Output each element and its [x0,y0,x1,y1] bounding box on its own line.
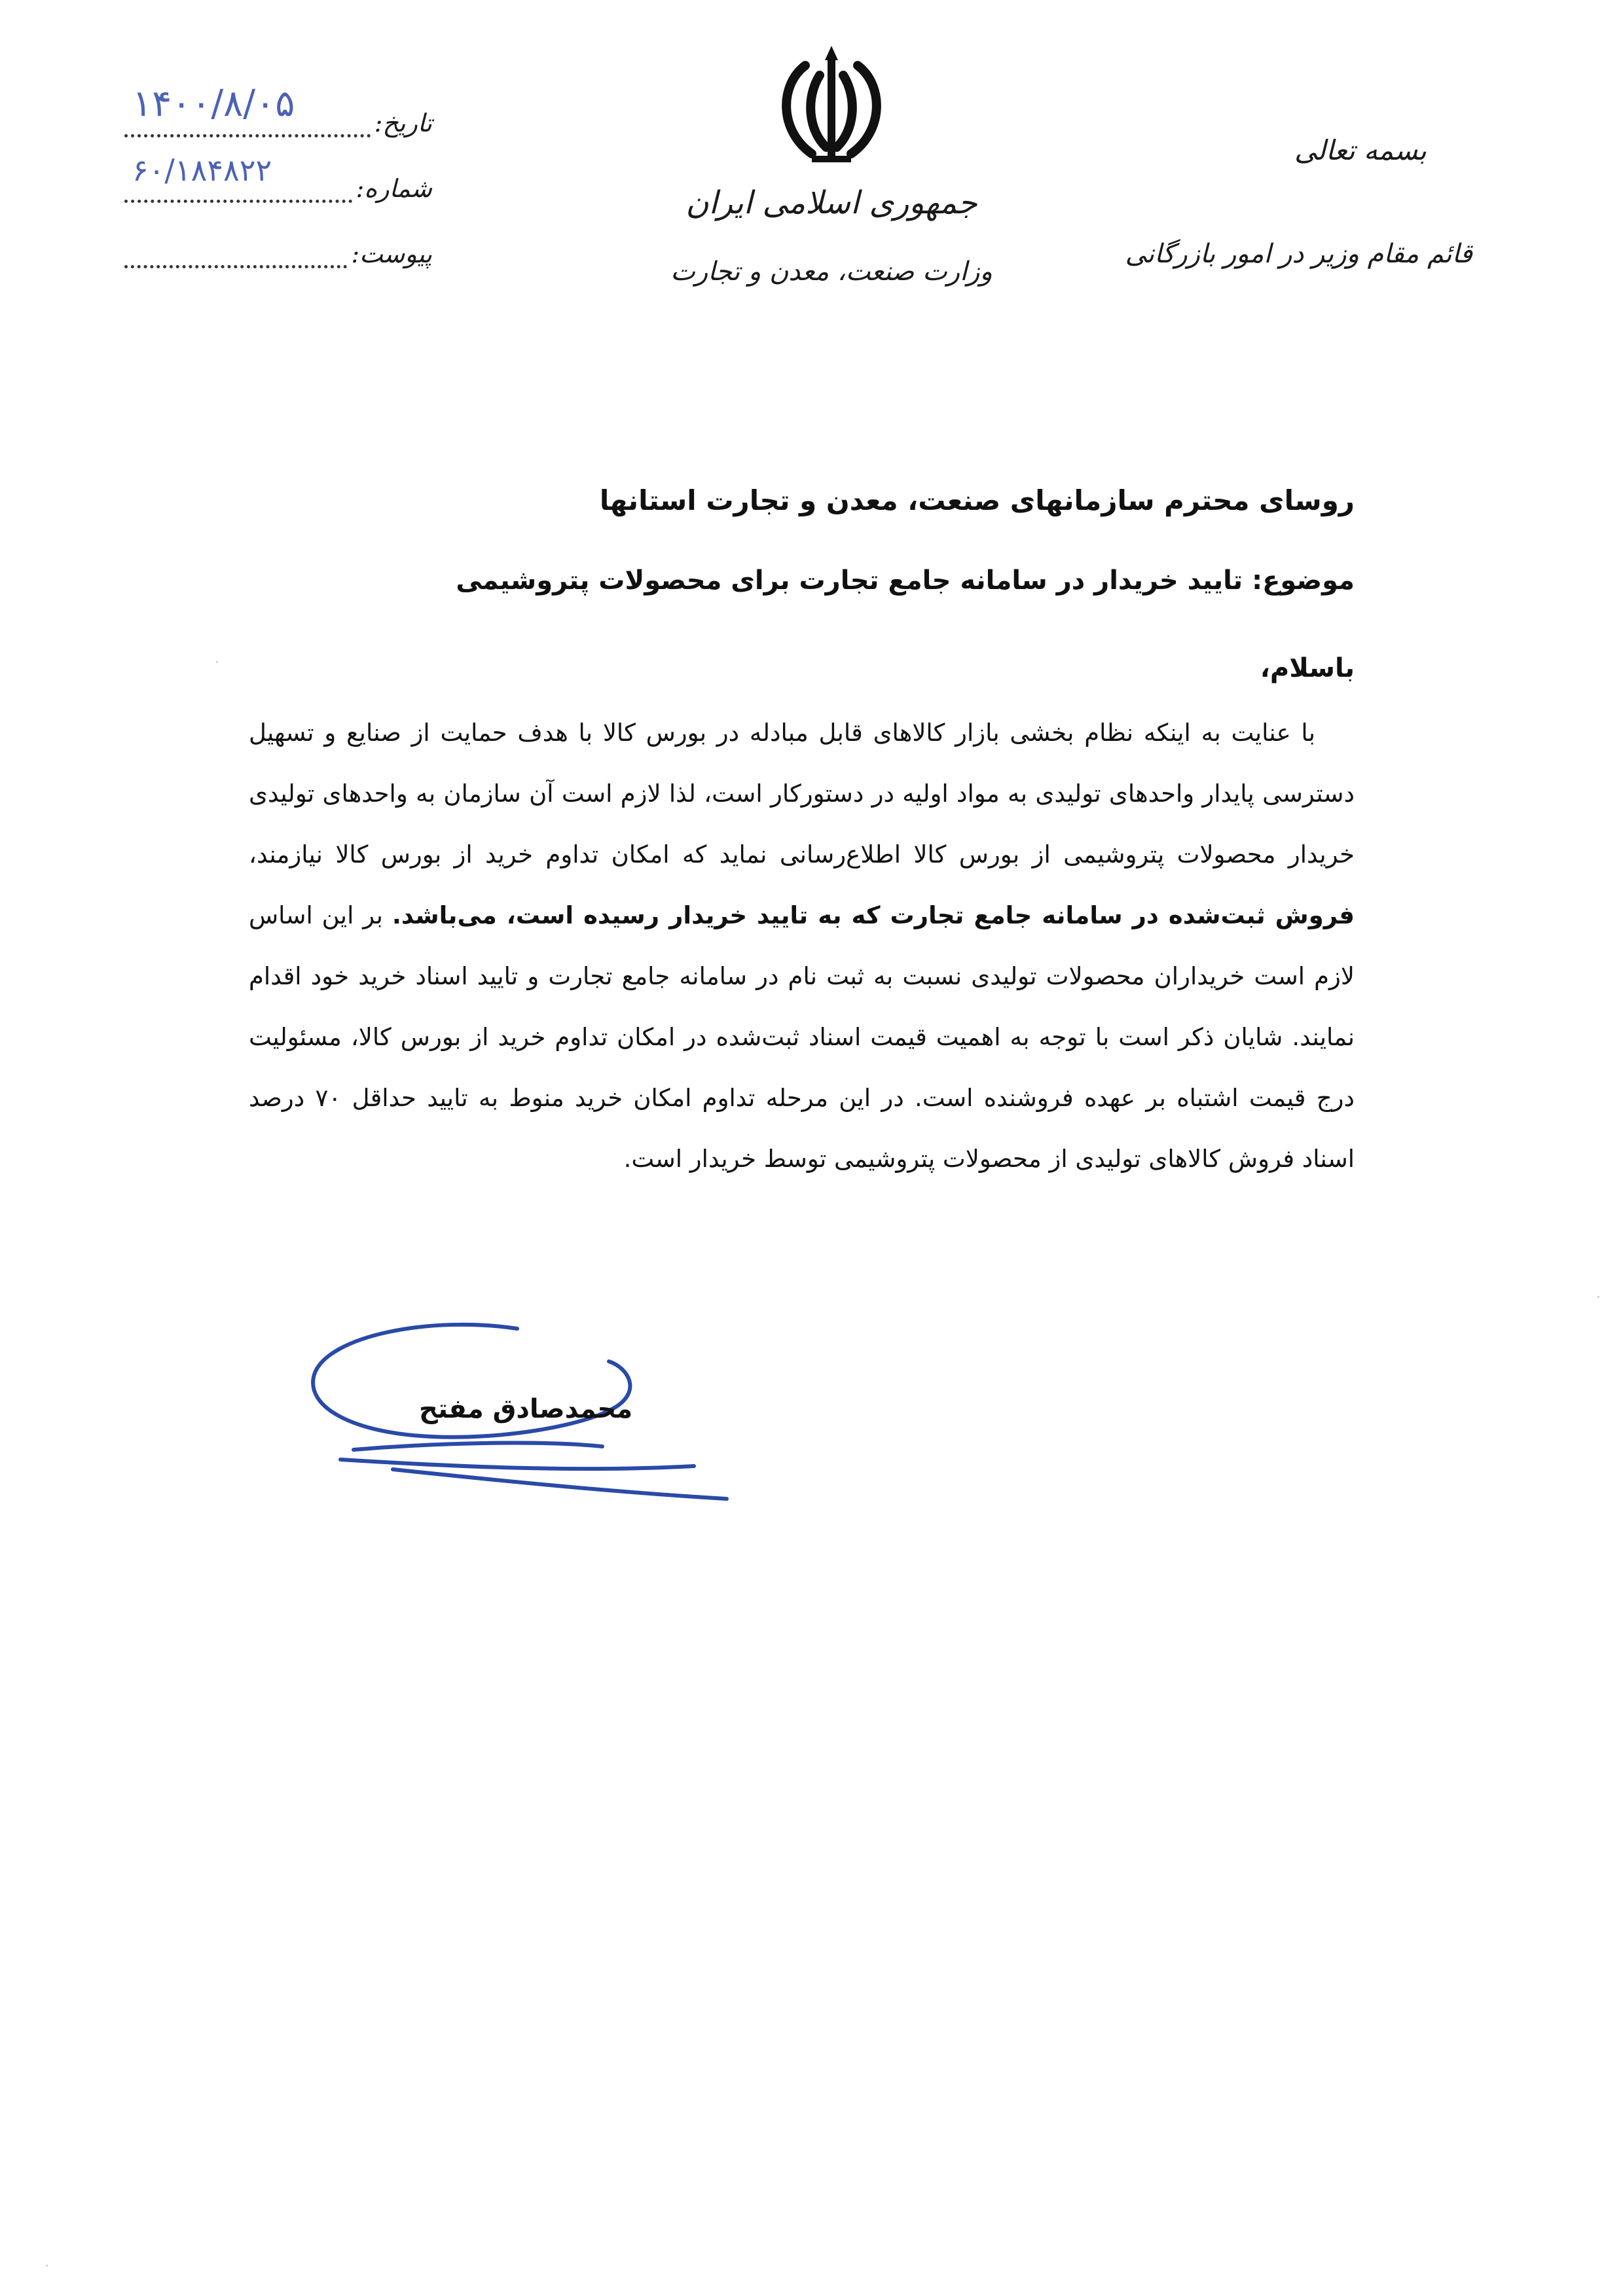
number-label: شماره: [356,174,432,203]
signer-name: محمدصادق مفتح [419,1394,633,1424]
body-part-2: بر این اساس لازم است خریداران محصولات تولیدی نسبت به ثبت نام در سامانه جامع تجارت و تایید اسناد خرید خود اقدام نمایند. شایان ذکر است با توجه به اهمیت قیمت اسناد ثبت‌شده در امکان تداوم خرید از بورس کالا، مسئولیت درج قیمت اشتباه بر عهده فروشنده است. در این مرحله تداوم امکان خرید منوط به تایید حداقل ۷۰ درصد اسناد فروش کالاهای تولیدی از محصولات پتروشیمی توسط خریدار است. [249,901,1355,1173]
letter-meta [124,72,432,268]
date-label: تاریخ: [374,109,432,137]
scan-speck [216,661,218,663]
date-row [124,72,432,137]
greeting: باسلام، [1260,653,1355,683]
subject: موضوع: تایید خریدار در سامانه جامع تجارت برای محصولات پتروشیمی [456,565,1355,596]
deputy-title: قائم مقام وزیر در امور بازرگانی [1125,239,1472,269]
date-line [124,82,371,137]
number-value: ۶۰/۱۸۴۸۲۲ [132,152,272,188]
body-part-1: با عنایت به اینکه نظام بخشی بازار کالاهای قابل مبادله در بورس کالا با هدف حمایت از صنایع و تسهیل دسترسی پایدار واحدهای تولیدی به مواد اولیه در دستورکار است، لذا لازم است آن سازمان به واحدهای تولیدی خریدار محصولات پتروشیمی از بورس کالا اطلاع‌رسانی نماید که امکان تداوم خرید از بورس کالا نیازمند، [249,719,1355,869]
letter-content [249,478,1355,1189]
date-value: ۱۴۰۰/۸/۰۵ [132,82,295,125]
number-row [124,137,432,203]
scan-speck [1597,1296,1599,1298]
addressee: روسای محترم سازمانهای صنعت، معدن و تجارت استانها [599,484,1355,516]
number-line [124,152,352,203]
body-bold: فروش ثبت‌شده در سامانه جامع تجارت که به تایید خریدار رسیده است، می‌باشد. [392,901,1355,929]
ministry-name: وزارت صنعت، معدن و تجارت [670,257,993,287]
attachment-label: پیوست: [351,240,432,268]
scan-speck [46,2265,48,2267]
ministry-block [661,177,1002,295]
attachment-row [124,203,432,268]
letter-body [249,702,1355,1189]
country-name: جمهوری اسلامی ایران [685,185,977,221]
iran-emblem-icon [766,39,897,170]
attachment-line [124,247,347,268]
bismillah: بسمه تعالی [1294,134,1427,166]
